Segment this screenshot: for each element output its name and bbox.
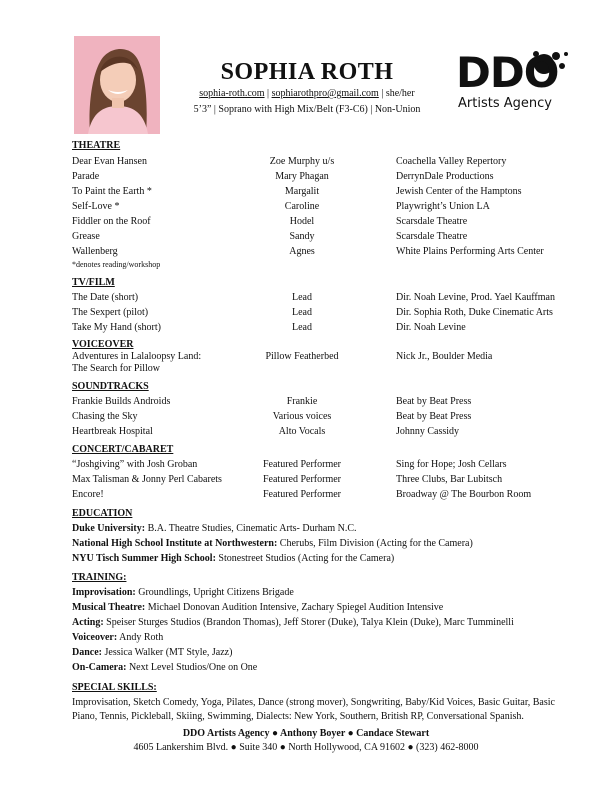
credit-title: Self-Love * <box>72 201 120 212</box>
credit-role: Alto Vocals <box>278 426 326 437</box>
contact-line <box>160 88 454 100</box>
section-heading: CONCERT/CABARET <box>72 444 174 455</box>
credit-title: Fiddler on the Roof <box>72 216 151 227</box>
education-school: National High School Institute at Northwestern: <box>72 538 278 549</box>
training-category: Musical Theatre: <box>72 602 146 613</box>
training-item <box>72 615 572 630</box>
credit-venue: White Plains Performing Arts Center <box>396 246 544 257</box>
credit-title-line: Adventures in Lalaloopsy Land: <box>72 351 202 362</box>
credit-title: Take My Hand (short) <box>72 322 161 333</box>
credit-venue: Playwright’s Union LA <box>396 201 490 212</box>
credit-role: Margalit <box>284 186 320 197</box>
education-school: Duke University: <box>72 523 146 534</box>
credit-role: Featured Performer <box>262 489 342 500</box>
training-category: On-Camera: <box>72 662 127 673</box>
credit-row <box>72 320 572 335</box>
credit-venue: Broadway @ The Bourbon Room <box>396 489 532 500</box>
training-detail: Next Level Studios/One on One <box>126 662 258 673</box>
training-item <box>72 600 572 615</box>
credit-row <box>72 169 572 184</box>
credit-row <box>72 244 572 259</box>
section-heading: SOUNDTRACKS <box>72 381 149 392</box>
agency-contacts: DDO Artists Agency ● Anthony Boyer ● Candace Stewart <box>182 728 430 739</box>
agency-address: 4605 Lankershim Blvd. ● Suite 340 ● North Hollywood, CA 91602 ● (323) 462-8000 <box>133 742 479 753</box>
agency-logo <box>452 48 572 120</box>
voiceover-section <box>72 339 572 378</box>
credit-role: Lead <box>292 292 312 303</box>
education-detail: Cherubs, Film Division (Acting for the Camera) <box>277 538 473 549</box>
credit-row <box>72 154 572 169</box>
headshot-photo <box>74 36 160 134</box>
credit-row <box>72 199 572 214</box>
section-heading: TRAINING: <box>72 572 127 583</box>
education-detail: Stonestreet Studios (Acting for the Camera) <box>215 553 395 564</box>
credit-venue: Beat by Beat Press <box>396 411 472 422</box>
education-section <box>72 508 572 566</box>
training-category: Voiceover: <box>72 632 118 643</box>
agency-logo-subtitle: Artists Agency <box>458 96 552 111</box>
credit-title: “Joshgiving” with Josh Groban <box>72 459 198 470</box>
training-section <box>72 572 572 675</box>
credit-venue: Scarsdale Theatre <box>396 216 468 227</box>
training-item <box>72 585 572 600</box>
credit-title: Grease <box>72 231 100 242</box>
credit-venue: Coachella Valley Repertory <box>396 156 507 167</box>
education-item <box>72 521 572 536</box>
section-heading: TV/FILM <box>72 277 115 288</box>
soundtracks-section <box>72 381 572 439</box>
section-heading: THEATRE <box>72 140 121 151</box>
skills-text: Improvisation, Sketch Comedy, Yoga, Pilates, Dance (strong mover), Songwriting, Baby/Kid Voices, Basic Guitar, Basic Piano, Tennis, Pickleball, Skiing, Swimming, Dialects: New York, Southern, British RP, Conversational Spanish. <box>72 697 555 722</box>
credit-role: Agnes <box>289 246 315 257</box>
credit-role: Lead <box>292 307 312 318</box>
section-heading: VOICEOVER <box>72 339 134 350</box>
credit-venue: DerrynDale Productions <box>396 171 494 182</box>
credit-role: Mary Phagan <box>275 171 329 182</box>
credit-role: Featured Performer <box>262 459 342 470</box>
headshot-illustration <box>74 36 160 134</box>
education-school: NYU Tisch Summer High School: <box>72 553 216 564</box>
theatre-section <box>72 140 572 271</box>
credit-venue: Scarsdale Theatre <box>396 231 468 242</box>
credit-venue: Three Clubs, Bar Lubitsch <box>396 474 503 485</box>
credit-role: Zoe Murphy u/s <box>269 156 335 167</box>
training-category: Acting: <box>72 617 104 628</box>
credit-title: Encore! <box>72 489 104 500</box>
pronouns: she/her <box>385 88 415 99</box>
credit-role: Lead <box>292 322 312 333</box>
credit-role: Various voices <box>272 411 332 422</box>
agency-logo-main: DDO <box>456 48 559 97</box>
credit-venue: Jewish Center of the Hamptons <box>396 186 522 197</box>
credit-row <box>72 214 572 229</box>
training-category: Improvisation: <box>72 587 136 598</box>
credit-title: The Date (short) <box>72 292 139 303</box>
credit-venue: Dir. Sophia Roth, Duke Cinematic Arts <box>396 307 553 318</box>
credit-role: Hodel <box>289 216 315 227</box>
training-detail: Andy Roth <box>117 632 164 643</box>
credit-role: Featured Performer <box>262 474 342 485</box>
credit-row <box>72 229 572 244</box>
credit-title: To Paint the Earth * <box>72 186 152 197</box>
credit-role: Sandy <box>289 231 315 242</box>
credit-row <box>72 472 572 487</box>
section-heading: EDUCATION <box>72 508 133 519</box>
tvfilm-section <box>72 277 572 335</box>
credit-row <box>72 394 572 409</box>
credit-title-line: The Search for Pillow <box>72 363 161 374</box>
contact-separator: | <box>267 88 270 99</box>
concert-section <box>72 444 572 502</box>
credit-venue: Johnny Cassidy <box>396 426 460 437</box>
credit-title: Wallenberg <box>72 246 118 257</box>
credit-row <box>72 184 572 199</box>
credit-row <box>72 351 572 378</box>
credit-venue: Beat by Beat Press <box>396 396 472 407</box>
credit-venue: Dir. Noah Levine <box>396 322 466 333</box>
credit-role: Frankie <box>286 396 318 407</box>
contact-separator: | <box>381 88 384 99</box>
training-item <box>72 660 572 675</box>
credit-row <box>72 305 572 320</box>
skills-section <box>72 682 572 724</box>
credit-title: Chasing the Sky <box>72 411 138 422</box>
credit-title: Heartbreak Hospital <box>72 426 153 437</box>
credit-title: Frankie Builds Androids <box>72 396 171 407</box>
training-item <box>72 630 572 645</box>
credit-title: Parade <box>72 171 100 182</box>
education-detail: B.A. Theatre Studies, Cinematic Arts- Durham N.C. <box>145 523 357 534</box>
credit-title: Max Talisman & Jonny Perl Cabarets <box>72 474 222 485</box>
training-detail: Groundlings, Upright Citizens Brigade <box>135 587 294 598</box>
candidate-name: SOPHIA ROTH <box>220 59 394 85</box>
credit-row <box>72 409 572 424</box>
credit-row <box>72 290 572 305</box>
training-detail: Speiser Sturges Studios (Brandon Thomas), Jeff Storer (Duke), Talya Klein (Duke), Marc Tumminelli <box>103 617 514 628</box>
website-link[interactable]: sophia-roth.com <box>199 88 265 99</box>
training-detail: Jessica Walker (MT Style, Jazz) <box>102 647 233 658</box>
credit-venue: Nick Jr., Boulder Media <box>396 351 493 362</box>
credit-title: The Sexpert (pilot) <box>72 307 149 318</box>
training-detail: Michael Donovan Audition Intensive, Zachary Spiegel Audition Intensive <box>145 602 444 613</box>
credit-title: Dear Evan Hansen <box>72 156 147 167</box>
personal-details: 5’3” | Soprano with High Mix/Belt (F3-C6) | Non-Union <box>193 104 421 115</box>
credit-venue: Sing for Hope; Josh Cellars <box>396 459 507 470</box>
credit-role: Caroline <box>284 201 320 212</box>
section-heading: SPECIAL SKILLS: <box>72 682 157 693</box>
education-item <box>72 551 572 566</box>
training-category: Dance: <box>72 647 102 658</box>
training-item <box>72 645 572 660</box>
education-item <box>72 536 572 551</box>
reading-note: *denotes reading/workshop <box>72 260 161 269</box>
credit-venue: Dir. Noah Levine, Prod. Yael Kauffman <box>396 292 555 303</box>
credit-row <box>72 424 572 439</box>
credit-role: Pillow Featherbed <box>265 351 339 362</box>
credit-row <box>72 487 572 502</box>
email-link[interactable]: sophiarothpro@gmail.com <box>271 88 379 99</box>
credit-row <box>72 457 572 472</box>
